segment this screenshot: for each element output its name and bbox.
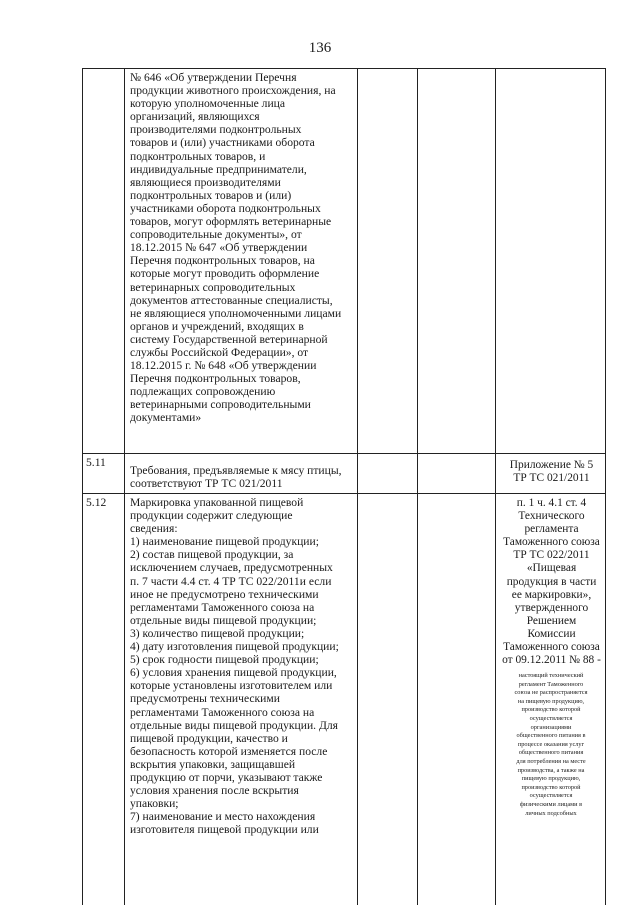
row-divider — [82, 493, 605, 494]
row-divider — [82, 453, 605, 454]
table-border-top — [82, 68, 605, 69]
column-divider-number — [124, 68, 125, 905]
reference-cell: п. 1 ч. 4.1 ст. 4 Технического регламента Таможенного союза ТР ТС 022/2011 «Пищевая продукция в части ее маркировки», утвержденного Решением Комиссии Таможенного союза от 09.12.2011 № 88 - — [502, 497, 601, 667]
column-divider-requirement — [357, 68, 358, 905]
table-border-left — [82, 68, 83, 905]
reference-cell: Приложение № 5 ТР ТС 021/2011 — [509, 459, 594, 485]
column-divider-mid — [417, 68, 418, 905]
table-border-right — [605, 68, 606, 905]
page-number: 136 — [308, 40, 332, 56]
reference-note: настоящий технический регламент Таможенного союза не распространяется на пищевую продукцию, производство которой осуществляется организациями общественного питания в процессе оказания услуг общественного питания для потребления на месте производства, а также на пищевую продукцию, производство которой осуществляется физическими лицами в личных подсобных — [514, 672, 588, 817]
row-number: 5.11 — [86, 456, 106, 469]
row-number: 5.12 — [86, 496, 107, 509]
requirement-cell: Маркировка упакованной пищевой продукции содержит следующие сведения: 1) наименование пищевой продукции; 2) состав пищевой продукции, за исключением случаев, предусмотренных п. 7 части 4.4 ст. 4 ТР ТС 022/2011и если иное не предусмотрено техническими регламентами Таможенного союза на отдельные виды пищевой продукции; 3) количество пищевой продукции; 4) дату изготовления пищевой продукции; 5) срок годности пищевой продукции; 6) условия хранения пищевой продукции, которые установлены изготовителем или предусмотрены техническими регламентами Таможенного союза на отдельные виды пищевой продукции. Для пищевой продукции, качество и безопасность которой изменяется после вскрытия упаковки, защищавшей продукцию от порчи, указывают также условия хранения после вскрытия упаковки; 7) наименование и место нахождения изготовителя пищевой продукции или — [130, 496, 339, 837]
column-divider-reference — [495, 68, 496, 905]
requirement-cell: № 646 «Об утверждении Перечня продукции животного происхождения, на которую уполномоченные лица организаций, являющихся производителями подконтрольных товаров и (или) участниками оборота подконтрольных товаров, и индивидуальные предприниматели, являющиеся производителями подконтрольных товаров и (или) участниками оборота подконтрольных товаров, могут оформлять ветеринарные сопроводительные документы», от 18.12.2015 № 647 «Об утверждении Перечня подконтрольных товаров, на которые могут проводить оформление ветеринарных сопроводительных документов аттестованные специалисты, не являющиеся уполномоченными лицами органов и учреждений, входящих в систему Государственной ветеринарной службы Российской Федерации», от 18.12.2015 г. № 648 «Об утверждении Перечня подконтрольных товаров, подлежащих сопровождению ветеринарными сопроводительными документами» — [130, 71, 342, 425]
requirement-cell: Требования, предъявляемые к мясу птицы, соответствуют ТР ТС 021/2011 — [130, 464, 342, 491]
